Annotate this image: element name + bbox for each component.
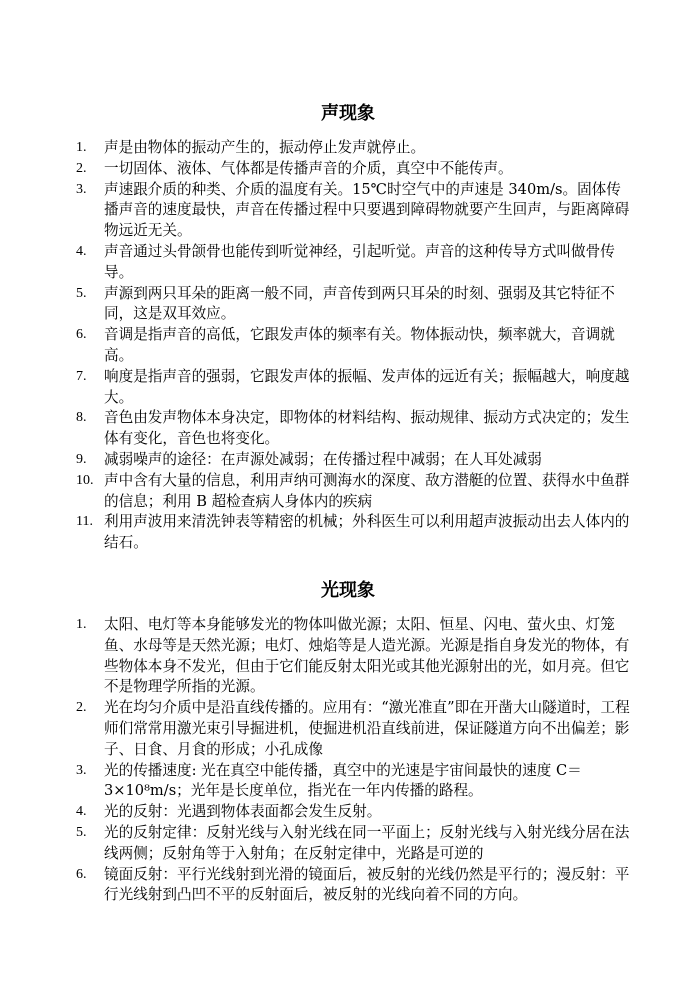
item-number: 7. <box>76 368 87 384</box>
sound-list <box>76 138 632 554</box>
list-item <box>76 512 632 554</box>
list-item <box>76 615 632 698</box>
list-item <box>76 698 632 760</box>
list-item <box>76 761 632 803</box>
list-item <box>76 242 632 284</box>
item-text: 声中含有大量的信息，利用声纳可测海水的深度、敌方潜艇的位置、获得水中鱼群的信息；利用 B 超检查病人身体内的疾病 <box>104 471 630 510</box>
item-text: 声速跟介质的种类、介质的温度有关。15℃时空气中的声速是 340m/s。固体传播声音的速度最快，声音在传播过程中只要遇到障碍物就要产生回声，与距离障碍物远近无关。 <box>104 180 630 240</box>
item-text: 太阳、电灯等本身能够发光的物体叫做光源；太阳、恒星、闪电、萤火虫、灯笼鱼、水母等是天然光源；电灯、烛焰等是人造光源。光源是指自身发光的物体，有些物体本身不发光，但由于它们能反射太阳光或其他光源射出的光，如月亮。但它不是物理学所指的光源。 <box>104 616 630 696</box>
item-text: 响度是指声音的强弱，它跟发声体的振幅、发声体的远近有关；振幅越大，响度越大。 <box>104 367 630 406</box>
item-number: 5. <box>76 824 87 840</box>
item-number: 1. <box>76 617 87 632</box>
item-text: 音色由发声物体本身决定，即物体的材料结构、振动规律、振动方式决定的；发生体有变化，音色也将变化。 <box>104 409 630 448</box>
item-number: 10. <box>76 472 94 488</box>
list-item <box>76 450 632 471</box>
item-text: 镜面反射：平行光线射到光滑的镜面后，被反射的光线仍然是平行的；漫反射：平行光线射到凸凹不平的反射面后，被反射的光线向着不同的方向。 <box>104 865 630 904</box>
list-item <box>76 367 632 409</box>
list-item <box>76 180 632 242</box>
list-item <box>76 138 632 159</box>
item-number: 11. <box>76 514 93 530</box>
item-text: 声是由物体的振动产生的，振动停止发声就停止。 <box>104 139 426 156</box>
item-text: 光在均匀介质中是沿直线传播的。应用有：“激光准直”即在开凿大山隧道时，工程师们常常用激光束引导掘进机，使掘进机沿直线前进，保证隧道方向不出偏差；影子、日食、月食的形成；小孔成像 <box>104 699 630 758</box>
item-text: 光的反射：光遇到物体表面都会发生反射。 <box>104 803 382 821</box>
item-number: 3. <box>76 762 87 778</box>
list-item <box>76 471 632 513</box>
item-text: 光的反射定律：反射光线与入射光线在同一平面上；反射光线与入射光线分居在法线两侧；反射角等于入射角；在反射定律中，光路是可逆的 <box>104 823 630 862</box>
item-number: 8. <box>76 410 87 426</box>
item-number: 4. <box>76 243 87 259</box>
item-number: 3. <box>76 181 87 197</box>
list-item <box>76 325 632 367</box>
item-number: 2. <box>76 160 87 176</box>
list-item <box>76 159 632 180</box>
item-number: 6. <box>76 866 87 882</box>
item-text: 光的传播速度: 光在真空中能传播，真空中的光速是宇宙间最快的速度 C＝3×10⁸m/s；光年是长度单位，指光在一年内传播的路程。 <box>104 761 582 800</box>
item-number: 9. <box>76 451 87 467</box>
item-text: 音调是指声音的高低，它跟发声体的频率有关。物体振动快，频率就大，音调就高。 <box>104 326 615 364</box>
item-number: 4. <box>76 804 87 820</box>
item-number: 6. <box>76 327 87 343</box>
list-item <box>76 284 632 326</box>
list-item <box>76 865 632 907</box>
item-number: 5. <box>76 285 87 301</box>
item-text: 利用声波用来清洗钟表等精密的机械；外科医生可以利用超声波振动出去人体内的结石。 <box>104 513 630 552</box>
item-text: 一切固体、液体、气体都是传播声音的介质，真空中不能传声。 <box>104 159 513 177</box>
light-section-title: 光现象 <box>321 580 375 601</box>
sound-section-title: 声现象 <box>321 103 375 124</box>
item-text: 声音通过头骨颌骨也能传到听觉神经，引起听觉。声音的这种传导方式叫做骨传导。 <box>104 242 615 281</box>
item-number: 1. <box>76 140 87 155</box>
item-text: 减弱噪声的途径：在声源处减弱；在传播过程中减弱；在人耳处减弱 <box>104 450 542 468</box>
list-item <box>76 802 632 823</box>
list-item <box>76 823 632 865</box>
item-text: 声源到两只耳朵的距离一般不同，声音传到两只耳朵的时刻、强弱及其它特征不同，这是双耳效应。 <box>104 284 615 323</box>
light-list <box>76 615 632 906</box>
item-number: 2. <box>76 700 87 716</box>
list-item <box>76 408 632 450</box>
